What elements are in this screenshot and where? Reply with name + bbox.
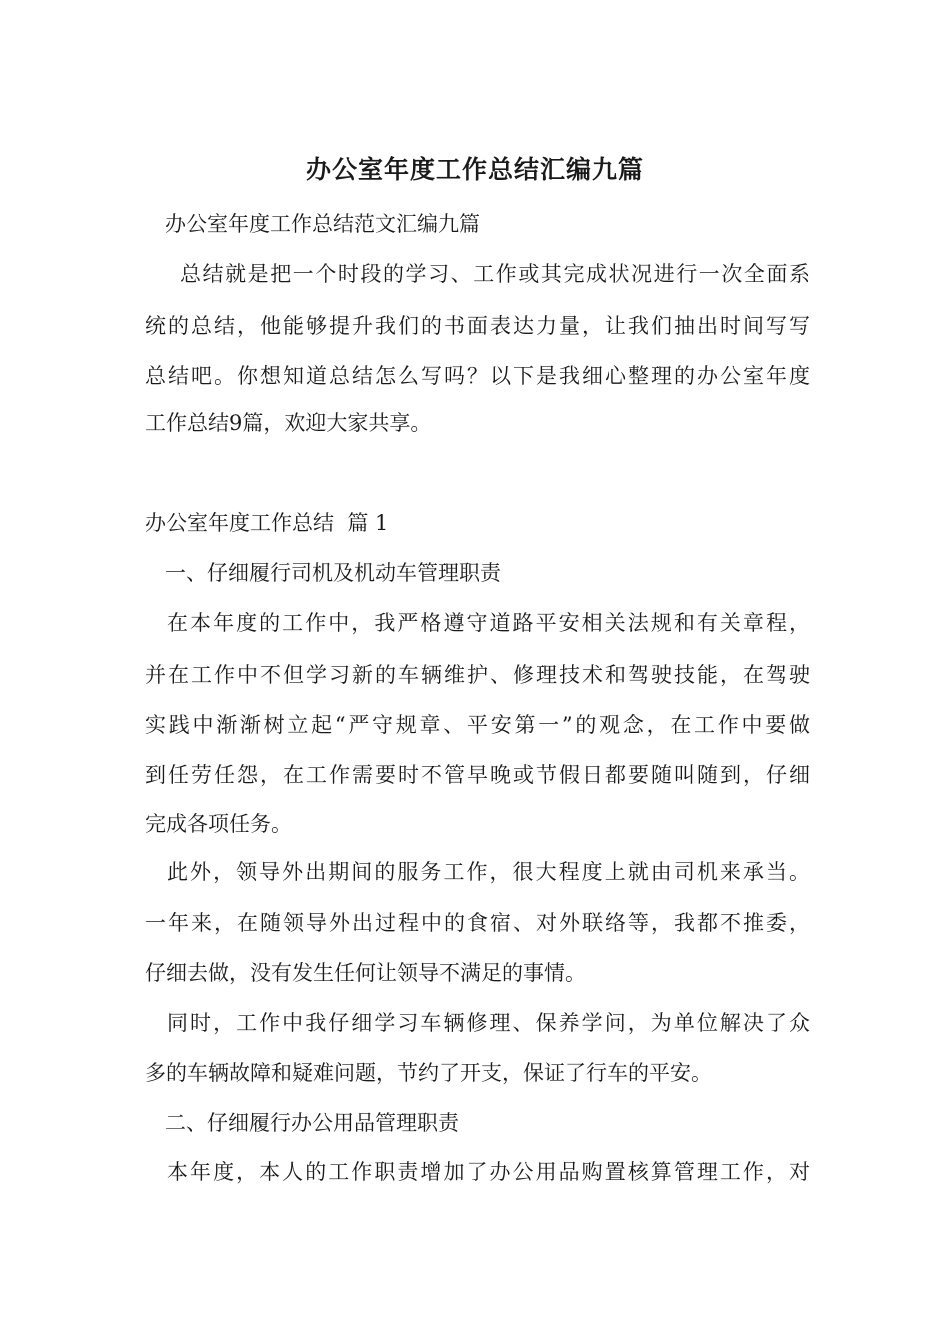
paragraph-line: 本年度，本人的工作职责增加了办公用品购置核算管理工作，对 — [167, 1160, 810, 1184]
paragraph-line: 完成各项任务。 — [145, 812, 292, 836]
paragraph-line: 实践中渐渐树立起“严守规章、平安第一”的观念，在工作中要做 — [145, 713, 810, 737]
paragraph-line: 一年来，在随领导外出过程中的食宿、对外联络等，我都不推委， — [145, 911, 810, 935]
paragraph-line: 仔细去做，没有发生任何让领导不满足的事情。 — [145, 961, 586, 985]
section-heading: 二、仔细履行办公用品管理职责 — [165, 1111, 459, 1135]
intro-line: 工作总结9篇，欢迎大家共享。 — [145, 411, 432, 435]
paragraph-line: 并在工作中不但学习新的车辆维护、修理技术和驾驶技能，在驾驶 — [145, 663, 810, 687]
paragraph-line: 到任劳任怨，在工作需要时不管早晚或节假日都要随叫随到，仔细 — [145, 763, 810, 787]
section-heading: 一、仔细履行司机及机动车管理职责 — [165, 561, 501, 585]
intro-line: 总结就是把一个时段的学习、工作或其完成状况进行一次全面系 — [180, 262, 810, 286]
paragraph-line: 此外，领导外出期间的服务工作，很大程度上就由司机来承当。 — [167, 860, 810, 884]
intro-line: 统的总结，他能够提升我们的书面表达力量，让我们抽出时间写写 — [145, 314, 810, 338]
intro-line: 总结吧。你想知道总结怎么写吗？以下是我细心整理的办公室年度 — [145, 364, 810, 388]
section-title: 办公室年度工作总结 篇 1 — [145, 511, 389, 535]
paragraph-line: 在本年度的工作中，我严格遵守道路平安相关法规和有关章程， — [167, 611, 810, 635]
document-title: 办公室年度工作总结汇编九篇 — [305, 155, 644, 184]
document-subtitle: 办公室年度工作总结范文汇编九篇 — [165, 212, 480, 236]
paragraph-line: 多的车辆故障和疑难问题，节约了开支，保证了行车的平安。 — [145, 1061, 712, 1085]
paragraph-line: 同时，工作中我仔细学习车辆修理、保养学问，为单位解决了众 — [167, 1011, 810, 1035]
